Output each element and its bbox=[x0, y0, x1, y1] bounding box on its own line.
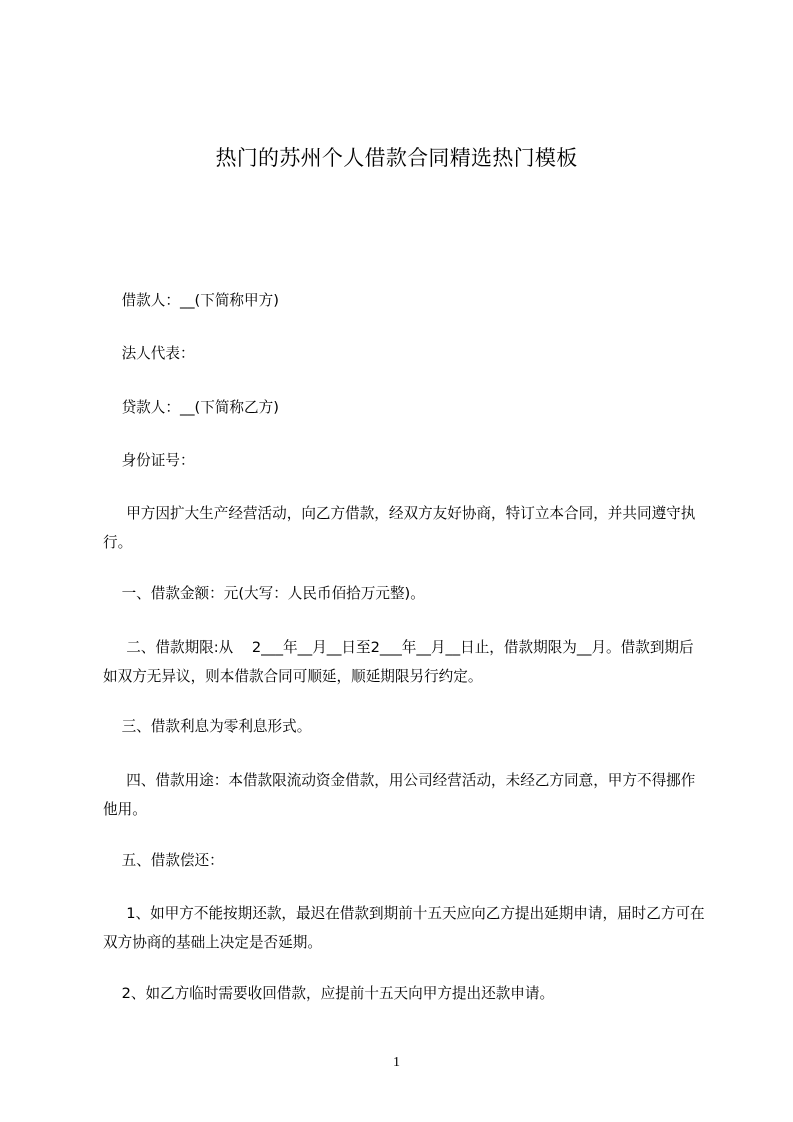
page-number: 1 bbox=[393, 1055, 400, 1070]
paragraph-repayment-extension: 1、如甲方不能按期还款，最迟在借款到期前十五天应向乙方提出延期申请，届时乙方可在双方协商的基础上决定是否延期。 bbox=[103, 905, 705, 951]
paragraph-repayment-recall: 2、如乙方临时需要收回借款，应提前十五天向甲方提出还款申请。 bbox=[103, 985, 555, 1002]
document-title: 热门的苏州个人借款合同精选热门模板 bbox=[215, 146, 578, 170]
paragraph-repayment-heading: 五、借款偿还： bbox=[103, 852, 224, 869]
paragraph-id-number: 身份证号： bbox=[103, 452, 195, 469]
paragraph-loan-term: 二、借款期限:从 2___年__月__日至2___年__月__日止，借款期限为__月。借款到期后如双方无异议，则本借款合同可顺延，顺延期限另行约定。 bbox=[103, 639, 694, 685]
paragraph-lender: 贷款人：__(下简称乙方) bbox=[103, 399, 279, 416]
paragraph-preamble: 甲方因扩大生产经营活动，向乙方借款，经双方友好协商，特订立本合同，并共同遵守执行。 bbox=[103, 505, 696, 551]
paragraph-loan-amount: 一、借款金额：元(大写：人民币佰拾万元整)。 bbox=[103, 585, 425, 602]
paragraph-legal-representative: 法人代表： bbox=[103, 345, 195, 362]
paragraph-borrower: 借款人：__(下简称甲方) bbox=[103, 292, 279, 309]
paragraph-loan-purpose: 四、借款用途：本借款限流动资金借款，用公司经营活动，未经乙方同意，甲方不得挪作他用。 bbox=[103, 772, 696, 818]
paragraph-loan-interest: 三、借款利息为零利息形式。 bbox=[103, 718, 312, 735]
